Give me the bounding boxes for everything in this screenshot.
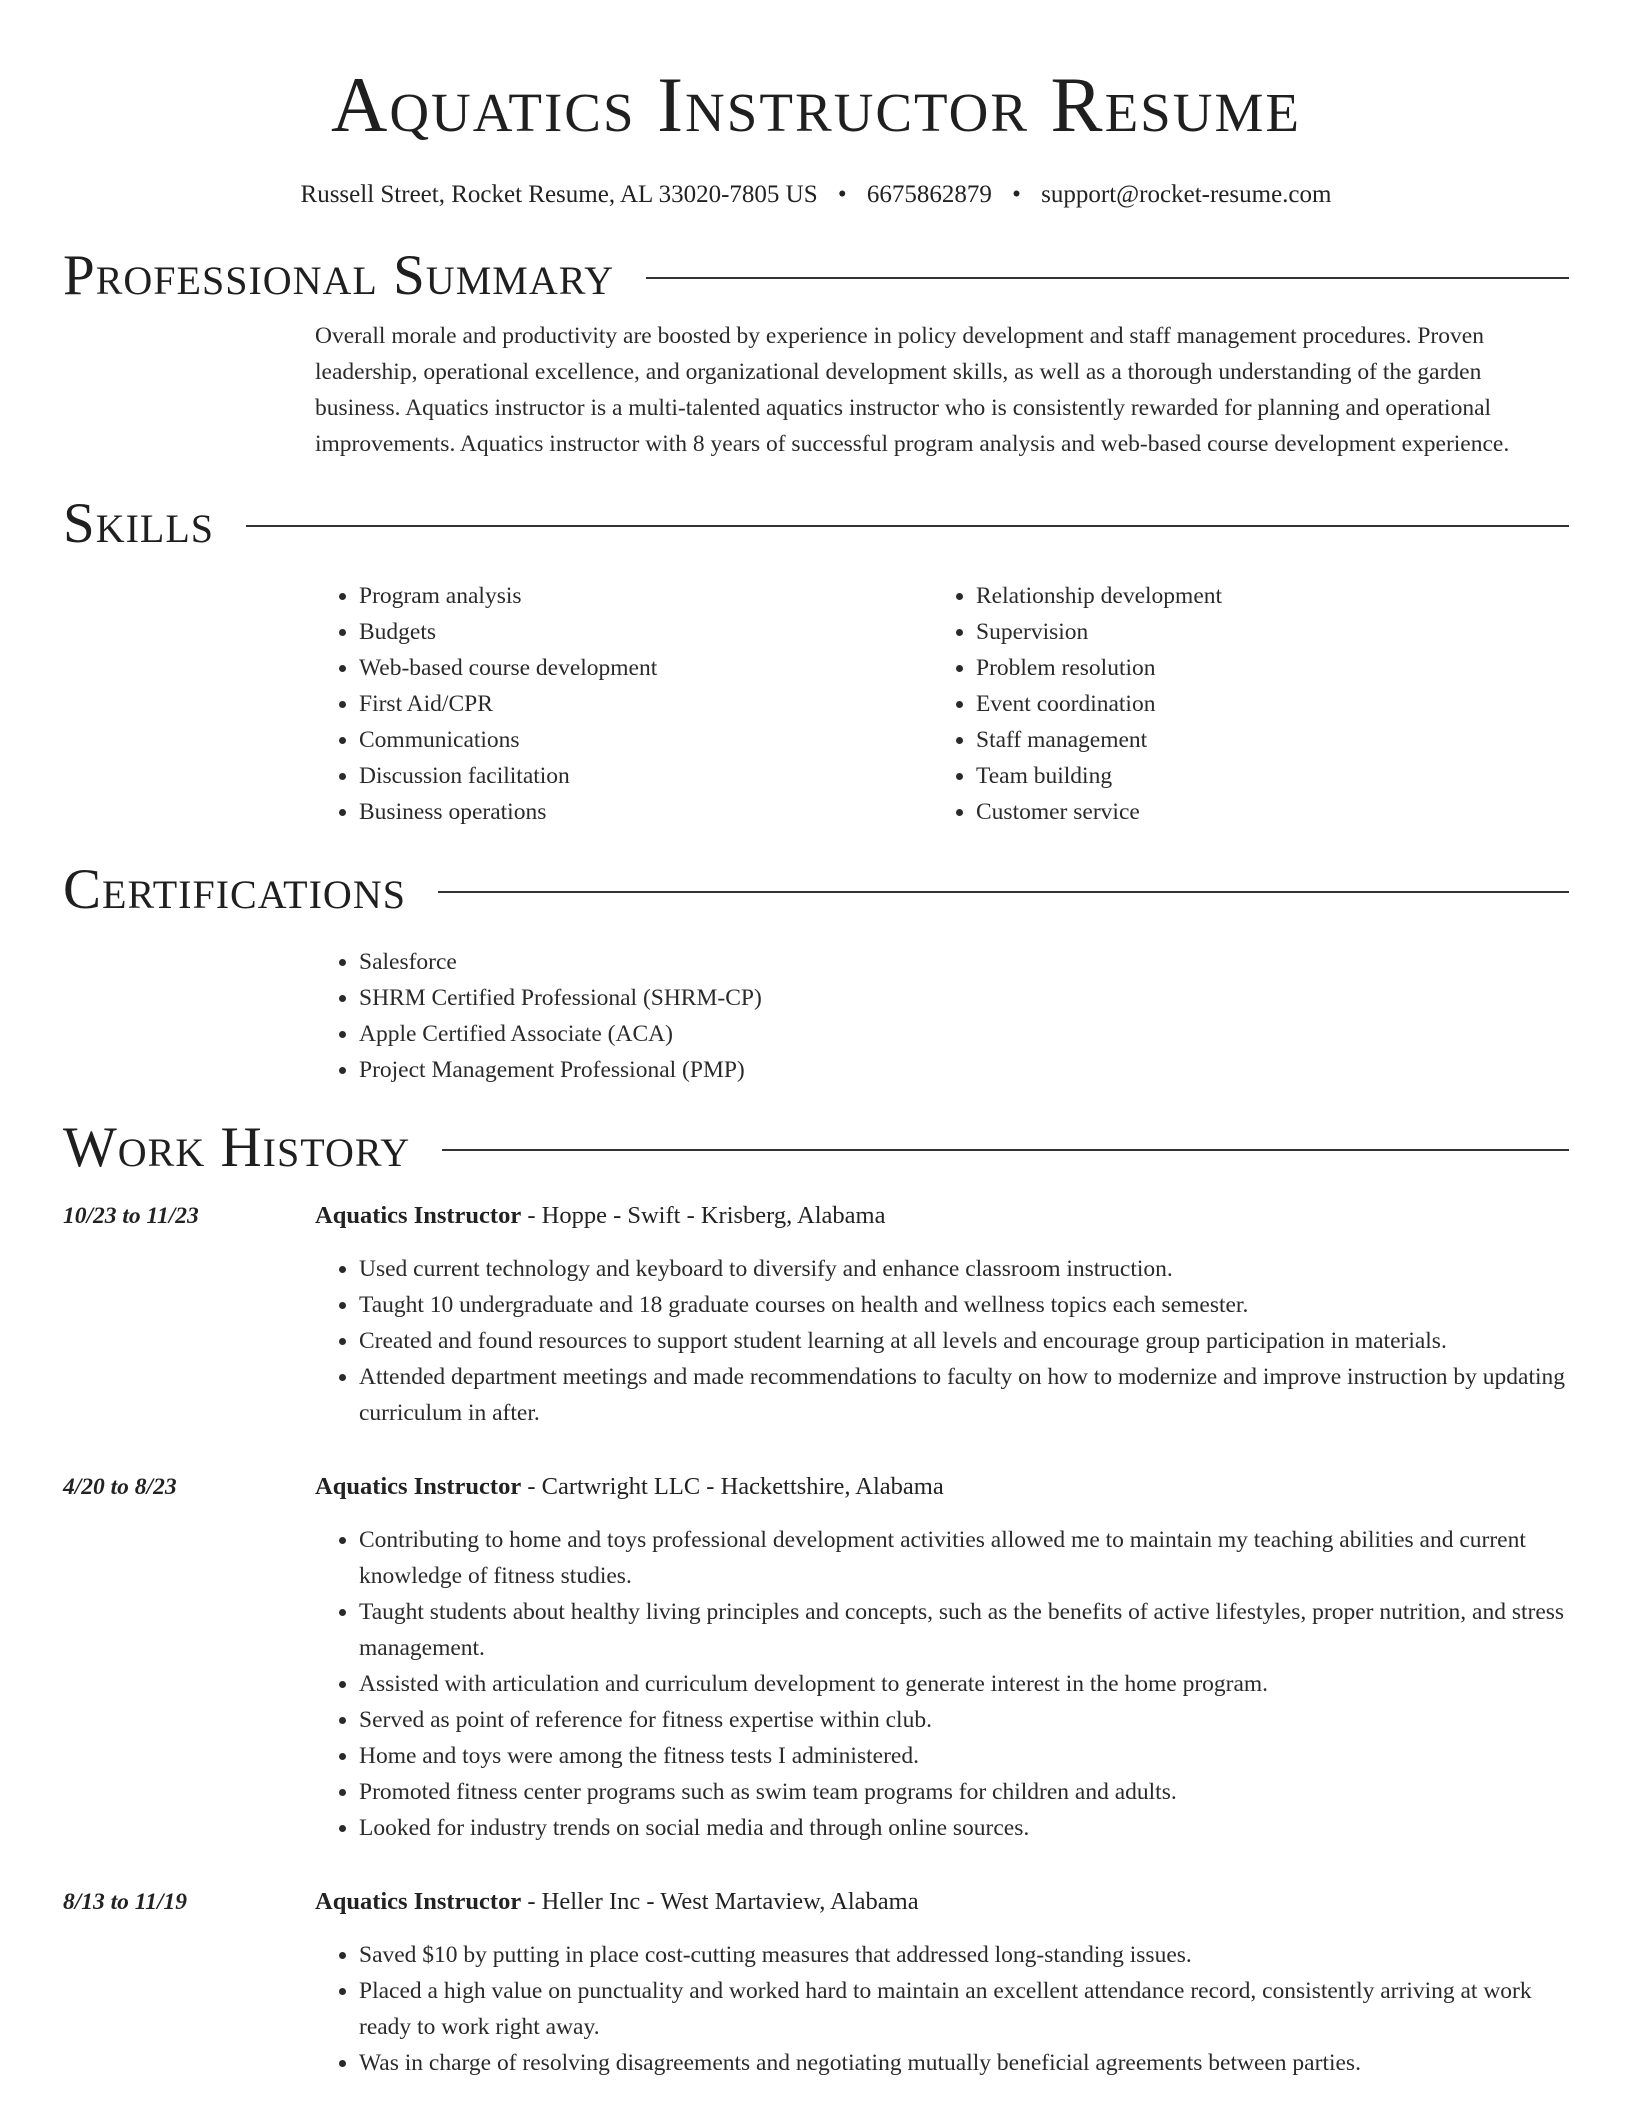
skill-item: • Web-based course development bbox=[359, 650, 932, 686]
section-title-summary: Professional Summary bbox=[63, 244, 615, 307]
section-divider bbox=[438, 891, 1569, 893]
job-bullet: • Placed a high value on punctuality and worked hard to maintain an excellent attendance record, consistently arriving at work ready to work right away. bbox=[359, 1973, 1569, 2045]
job-bullet: • Was in charge of resolving disagreements and negotiating mutually beneficial agreements between parties. bbox=[359, 2045, 1569, 2081]
job-employer: - Hoppe - Swift - Krisberg, Alabama bbox=[521, 1202, 886, 1229]
skills-list bbox=[315, 578, 1569, 830]
job-employer: - Heller Inc - West Martaview, Alabama bbox=[521, 1888, 919, 1915]
job-title: Aquatics Instructor bbox=[315, 1888, 522, 1915]
summary-text: Overall morale and productivity are boosted by experience in policy development and staff management procedures. Proven leadership, operational excellence, and organizational development skills, as well as a thorough understanding of the garden business. Aquatics instructor is a multi-talented aquatics instructor who is consistently rewarded for planning and operational improvements. Aquatics instructor with 8 years of successful program analysis and web-based course development experience. bbox=[315, 323, 1510, 457]
job-entry bbox=[63, 1469, 1569, 1846]
job-bullet: • Home and toys were among the fitness tests I administered. bbox=[359, 1738, 1569, 1774]
contact-separator: • bbox=[1012, 181, 1021, 208]
job-body bbox=[315, 1198, 1569, 1431]
job-bullet: • Saved $10 by putting in place cost-cutting measures that addressed long-standing issues. bbox=[359, 1937, 1569, 1973]
skill-item: • Program analysis bbox=[359, 578, 932, 614]
job-bullet: • Looked for industry trends on social media and through online sources. bbox=[359, 1810, 1569, 1846]
skill-item: • Team building bbox=[976, 758, 1549, 794]
skills-column-left bbox=[315, 578, 932, 830]
section-work-header bbox=[63, 1116, 1569, 1180]
skill-item: • Communications bbox=[359, 722, 932, 758]
contact-email: support@rocket-resume.com bbox=[1041, 181, 1332, 208]
section-summary-header bbox=[63, 244, 1569, 308]
section-title-skills: Skills bbox=[63, 492, 215, 555]
job-bullet: • Attended department meetings and made recommendations to faculty on how to modernize and improve instruction by updating curriculum in after. bbox=[359, 1359, 1569, 1431]
certification-item: • Apple Certified Associate (ACA) bbox=[359, 1016, 1569, 1052]
job-heading bbox=[315, 1469, 1569, 1505]
job-employer: - Cartwright LLC - Hackettshire, Alabama bbox=[521, 1473, 944, 1500]
job-bullet: • Used current technology and keyboard to diversify and enhance classroom instruction. bbox=[359, 1251, 1569, 1287]
job-entry bbox=[63, 1198, 1569, 1431]
job-bullet: • Contributing to home and toys professional development activities allowed me to maintain my teaching abilities and current knowledge of fitness studies. bbox=[359, 1522, 1569, 1594]
skill-item: • Customer service bbox=[976, 794, 1549, 830]
certification-item: • SHRM Certified Professional (SHRM-CP) bbox=[359, 980, 1569, 1016]
section-divider bbox=[246, 525, 1569, 527]
work-history-list bbox=[63, 1198, 1569, 2081]
job-bullet: • Served as point of reference for fitness expertise within club. bbox=[359, 1702, 1569, 1738]
skill-item: • Event coordination bbox=[976, 686, 1549, 722]
skills-column-right bbox=[932, 578, 1549, 830]
skill-item: • Relationship development bbox=[976, 578, 1549, 614]
contact-line bbox=[63, 180, 1569, 210]
job-bullets bbox=[315, 1522, 1569, 1846]
job-title: Aquatics Instructor bbox=[315, 1473, 522, 1500]
certification-item: • Salesforce bbox=[359, 944, 1569, 980]
job-dates: 8/13 to 11/19 bbox=[63, 1889, 188, 1915]
section-divider bbox=[442, 1149, 1569, 1151]
skill-item: • Problem resolution bbox=[976, 650, 1549, 686]
skill-item: • First Aid/CPR bbox=[359, 686, 932, 722]
job-bullets bbox=[315, 1251, 1569, 1431]
job-dates: 4/20 to 8/23 bbox=[63, 1474, 177, 1500]
skill-item: • Staff management bbox=[976, 722, 1549, 758]
job-bullet: • Promoted fitness center programs such as swim team programs for children and adults. bbox=[359, 1774, 1569, 1810]
section-title-work-history: Work History bbox=[63, 1116, 411, 1179]
job-dates: 10/23 to 11/23 bbox=[63, 1203, 199, 1229]
contact-separator: • bbox=[837, 181, 847, 208]
certifications-list bbox=[315, 944, 1569, 1088]
job-bullets bbox=[315, 1937, 1569, 2081]
section-certifications-header bbox=[63, 858, 1569, 922]
job-heading bbox=[315, 1884, 1569, 1920]
certification-item: • Project Management Professional (PMP) bbox=[359, 1052, 1569, 1088]
job-entry bbox=[63, 1884, 1569, 2081]
job-body bbox=[315, 1469, 1569, 1846]
job-title: Aquatics Instructor bbox=[315, 1202, 522, 1229]
skill-item: • Budgets bbox=[359, 614, 932, 650]
job-bullet: • Taught students about healthy living principles and concepts, such as the benefits of active lifestyles, proper nutrition, and stress management. bbox=[359, 1594, 1569, 1666]
job-body bbox=[315, 1884, 1569, 2081]
skill-item: • Business operations bbox=[359, 794, 932, 830]
section-skills-header bbox=[63, 492, 1569, 556]
section-divider bbox=[646, 277, 1569, 279]
section-title-certifications: Certifications bbox=[63, 858, 406, 921]
contact-phone: 6675862879 bbox=[866, 181, 992, 208]
resume-title: Aquatics Instructor Resume bbox=[331, 61, 1301, 148]
job-bullet: • Assisted with articulation and curriculum development to generate interest in the home program. bbox=[359, 1666, 1569, 1702]
job-bullet: • Created and found resources to support student learning at all levels and encourage group participation in materials. bbox=[359, 1323, 1569, 1359]
contact-address: Russell Street, Rocket Resume, AL 33020-7805 US bbox=[300, 181, 818, 208]
job-heading bbox=[315, 1198, 1569, 1234]
skill-item: • Discussion facilitation bbox=[359, 758, 932, 794]
skill-item: • Supervision bbox=[976, 614, 1549, 650]
job-bullet: • Taught 10 undergraduate and 18 graduate courses on health and wellness topics each semester. bbox=[359, 1287, 1569, 1323]
